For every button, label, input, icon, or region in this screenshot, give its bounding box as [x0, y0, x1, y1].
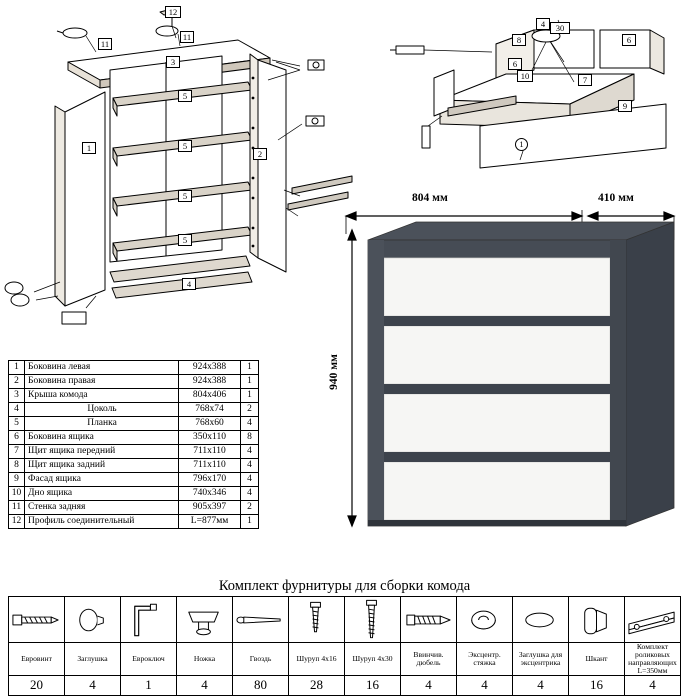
table-row	[9, 375, 259, 389]
part-quantity: 4	[241, 487, 259, 501]
hardware-quantity: 4	[457, 675, 513, 695]
dresser-render	[327, 192, 682, 556]
carcass-label-1: 1	[82, 142, 96, 154]
hardware-quantity: 80	[233, 675, 289, 695]
carcass-label-12: 12	[165, 6, 181, 18]
carcass-label-5c: 5	[178, 190, 192, 202]
part-number: 11	[9, 501, 25, 515]
part-dimension: 711х110	[179, 459, 241, 473]
table-row	[9, 501, 259, 515]
dim-width-label: 804 мм	[412, 192, 448, 204]
hardware-name: Шуруп 4х16	[289, 643, 345, 676]
part-quantity: 1	[241, 361, 259, 375]
drawer-label-4: 4	[536, 18, 550, 30]
part-name: Профиль соединительный	[25, 515, 179, 529]
part-quantity: 4	[241, 473, 259, 487]
hardware-quantity: 20	[9, 675, 65, 695]
drawer-label-10: 10	[517, 70, 533, 82]
table-row	[9, 515, 259, 529]
drawer-label-6a: 6	[622, 34, 636, 46]
hardware-name: Эксцентр. стяжка	[457, 643, 513, 676]
hardware-quantity: 4	[65, 675, 121, 695]
hardware-name: Ввинчив. дюбель	[401, 643, 457, 676]
hardware-table	[8, 596, 681, 696]
part-dimension: 905х397	[179, 501, 241, 515]
table-row	[9, 487, 259, 501]
part-dimension: 804х406	[179, 389, 241, 403]
table-row	[9, 459, 259, 473]
dresser-svg	[327, 196, 682, 556]
hardware-quantity: 4	[401, 675, 457, 695]
dim-height-label: 940 мм	[327, 354, 340, 390]
part-dimension: 924х388	[179, 375, 241, 389]
drawer-label-30: 30	[550, 22, 570, 34]
part-name: Крыша комода	[25, 389, 179, 403]
drawer-label-8: 8	[512, 34, 526, 46]
part-number: 5	[9, 417, 25, 431]
part-number: 2	[9, 375, 25, 389]
part-number: 9	[9, 473, 25, 487]
hardware-name: Евроключ	[121, 643, 177, 676]
nail-icon	[233, 597, 289, 643]
drawer-label-9: 9	[618, 100, 632, 112]
drawer-slides-icon	[625, 597, 681, 643]
part-dimension: 924х388	[179, 361, 241, 375]
part-number: 3	[9, 389, 25, 403]
dowel-icon	[569, 597, 625, 643]
table-row	[9, 445, 259, 459]
part-quantity: 4	[241, 417, 259, 431]
part-name: Щит ящика передний	[25, 445, 179, 459]
part-name: Стенка задняя	[25, 501, 179, 515]
hardware-name: Заглушка для эксцентрика	[513, 643, 569, 676]
hardware-name: Комплект роликовых направляющих L=350мм	[625, 643, 681, 676]
parts-table	[8, 360, 259, 529]
carcass-label-11b: 11	[180, 31, 194, 43]
table-row	[9, 361, 259, 375]
hardware-quantity: 28	[289, 675, 345, 695]
carcass-label-11a: 11	[98, 38, 112, 50]
part-number: 10	[9, 487, 25, 501]
part-quantity: 2	[241, 403, 259, 417]
hardware-quantity: 16	[345, 675, 401, 695]
hardware-name: Шуруп 4х30	[345, 643, 401, 676]
hardware-name: Евровинт	[9, 643, 65, 676]
hardware-title: Комплект фурнитуры для сборки комода	[218, 578, 471, 594]
table-row	[9, 473, 259, 487]
hardware-name: Ножка	[177, 643, 233, 676]
part-name: Планка	[25, 417, 179, 431]
part-dimension: 740х346	[179, 487, 241, 501]
leg-icon	[177, 597, 233, 643]
part-dimension: 768х74	[179, 403, 241, 417]
part-number: 7	[9, 445, 25, 459]
dim-depth-label: 410 мм	[598, 192, 634, 204]
carcass-label-2: 2	[253, 148, 267, 160]
part-name: Щит ящика задний	[25, 459, 179, 473]
part-name: Боковина правая	[25, 375, 179, 389]
hardware-quantity: 4	[513, 675, 569, 695]
hardware-quantity: 4	[625, 675, 681, 695]
part-number: 6	[9, 431, 25, 445]
drawer-label-6b: 6	[508, 58, 522, 70]
part-name: Дно ящика	[25, 487, 179, 501]
hardware-quantity: 1	[121, 675, 177, 695]
table-row	[9, 403, 259, 417]
part-quantity: 4	[241, 459, 259, 473]
carcass-label-3: 3	[166, 56, 180, 68]
cam-cap-icon	[513, 597, 569, 643]
drawer-label-1: 1	[515, 138, 528, 151]
part-quantity: 1	[241, 375, 259, 389]
screw-4x16-icon	[289, 597, 345, 643]
part-dimension: 350х110	[179, 431, 241, 445]
hardware-name: Шкант	[569, 643, 625, 676]
table-row	[9, 389, 259, 403]
carcass-label-5a: 5	[178, 90, 192, 102]
hardware-quantity: 16	[569, 675, 625, 695]
drawer-label-7: 7	[578, 74, 592, 86]
part-number: 12	[9, 515, 25, 529]
euro-key-icon	[121, 597, 177, 643]
part-dimension: 768х60	[179, 417, 241, 431]
screw-in-dowel-icon	[401, 597, 457, 643]
drawer-exploded-diagram	[388, 8, 684, 168]
part-dimension: L=877мм	[179, 515, 241, 529]
part-name: Боковина ящика	[25, 431, 179, 445]
part-number: 1	[9, 361, 25, 375]
part-dimension: 796х170	[179, 473, 241, 487]
part-quantity: 8	[241, 431, 259, 445]
part-name: Цоколь	[25, 403, 179, 417]
table-row	[9, 417, 259, 431]
carcass-exploded-diagram	[0, 0, 330, 350]
part-quantity: 1	[241, 515, 259, 529]
part-number: 4	[9, 403, 25, 417]
euro-screw-icon	[9, 597, 65, 643]
table-row	[9, 431, 259, 445]
hardware-quantity: 4	[177, 675, 233, 695]
carcass-label-5b: 5	[178, 140, 192, 152]
carcass-label-4: 4	[182, 278, 196, 290]
carcass-label-5d: 5	[178, 234, 192, 246]
cam-lock-icon	[457, 597, 513, 643]
part-quantity: 4	[241, 445, 259, 459]
part-quantity: 2	[241, 501, 259, 515]
part-number: 8	[9, 459, 25, 473]
screw-4x30-icon	[345, 597, 401, 643]
hardware-name: Гвоздь	[233, 643, 289, 676]
part-quantity: 1	[241, 389, 259, 403]
part-name: Боковина левая	[25, 361, 179, 375]
part-dimension: 711х110	[179, 445, 241, 459]
hardware-name: Заглушка	[65, 643, 121, 676]
part-name: Фасад ящика	[25, 473, 179, 487]
cap-icon	[65, 597, 121, 643]
